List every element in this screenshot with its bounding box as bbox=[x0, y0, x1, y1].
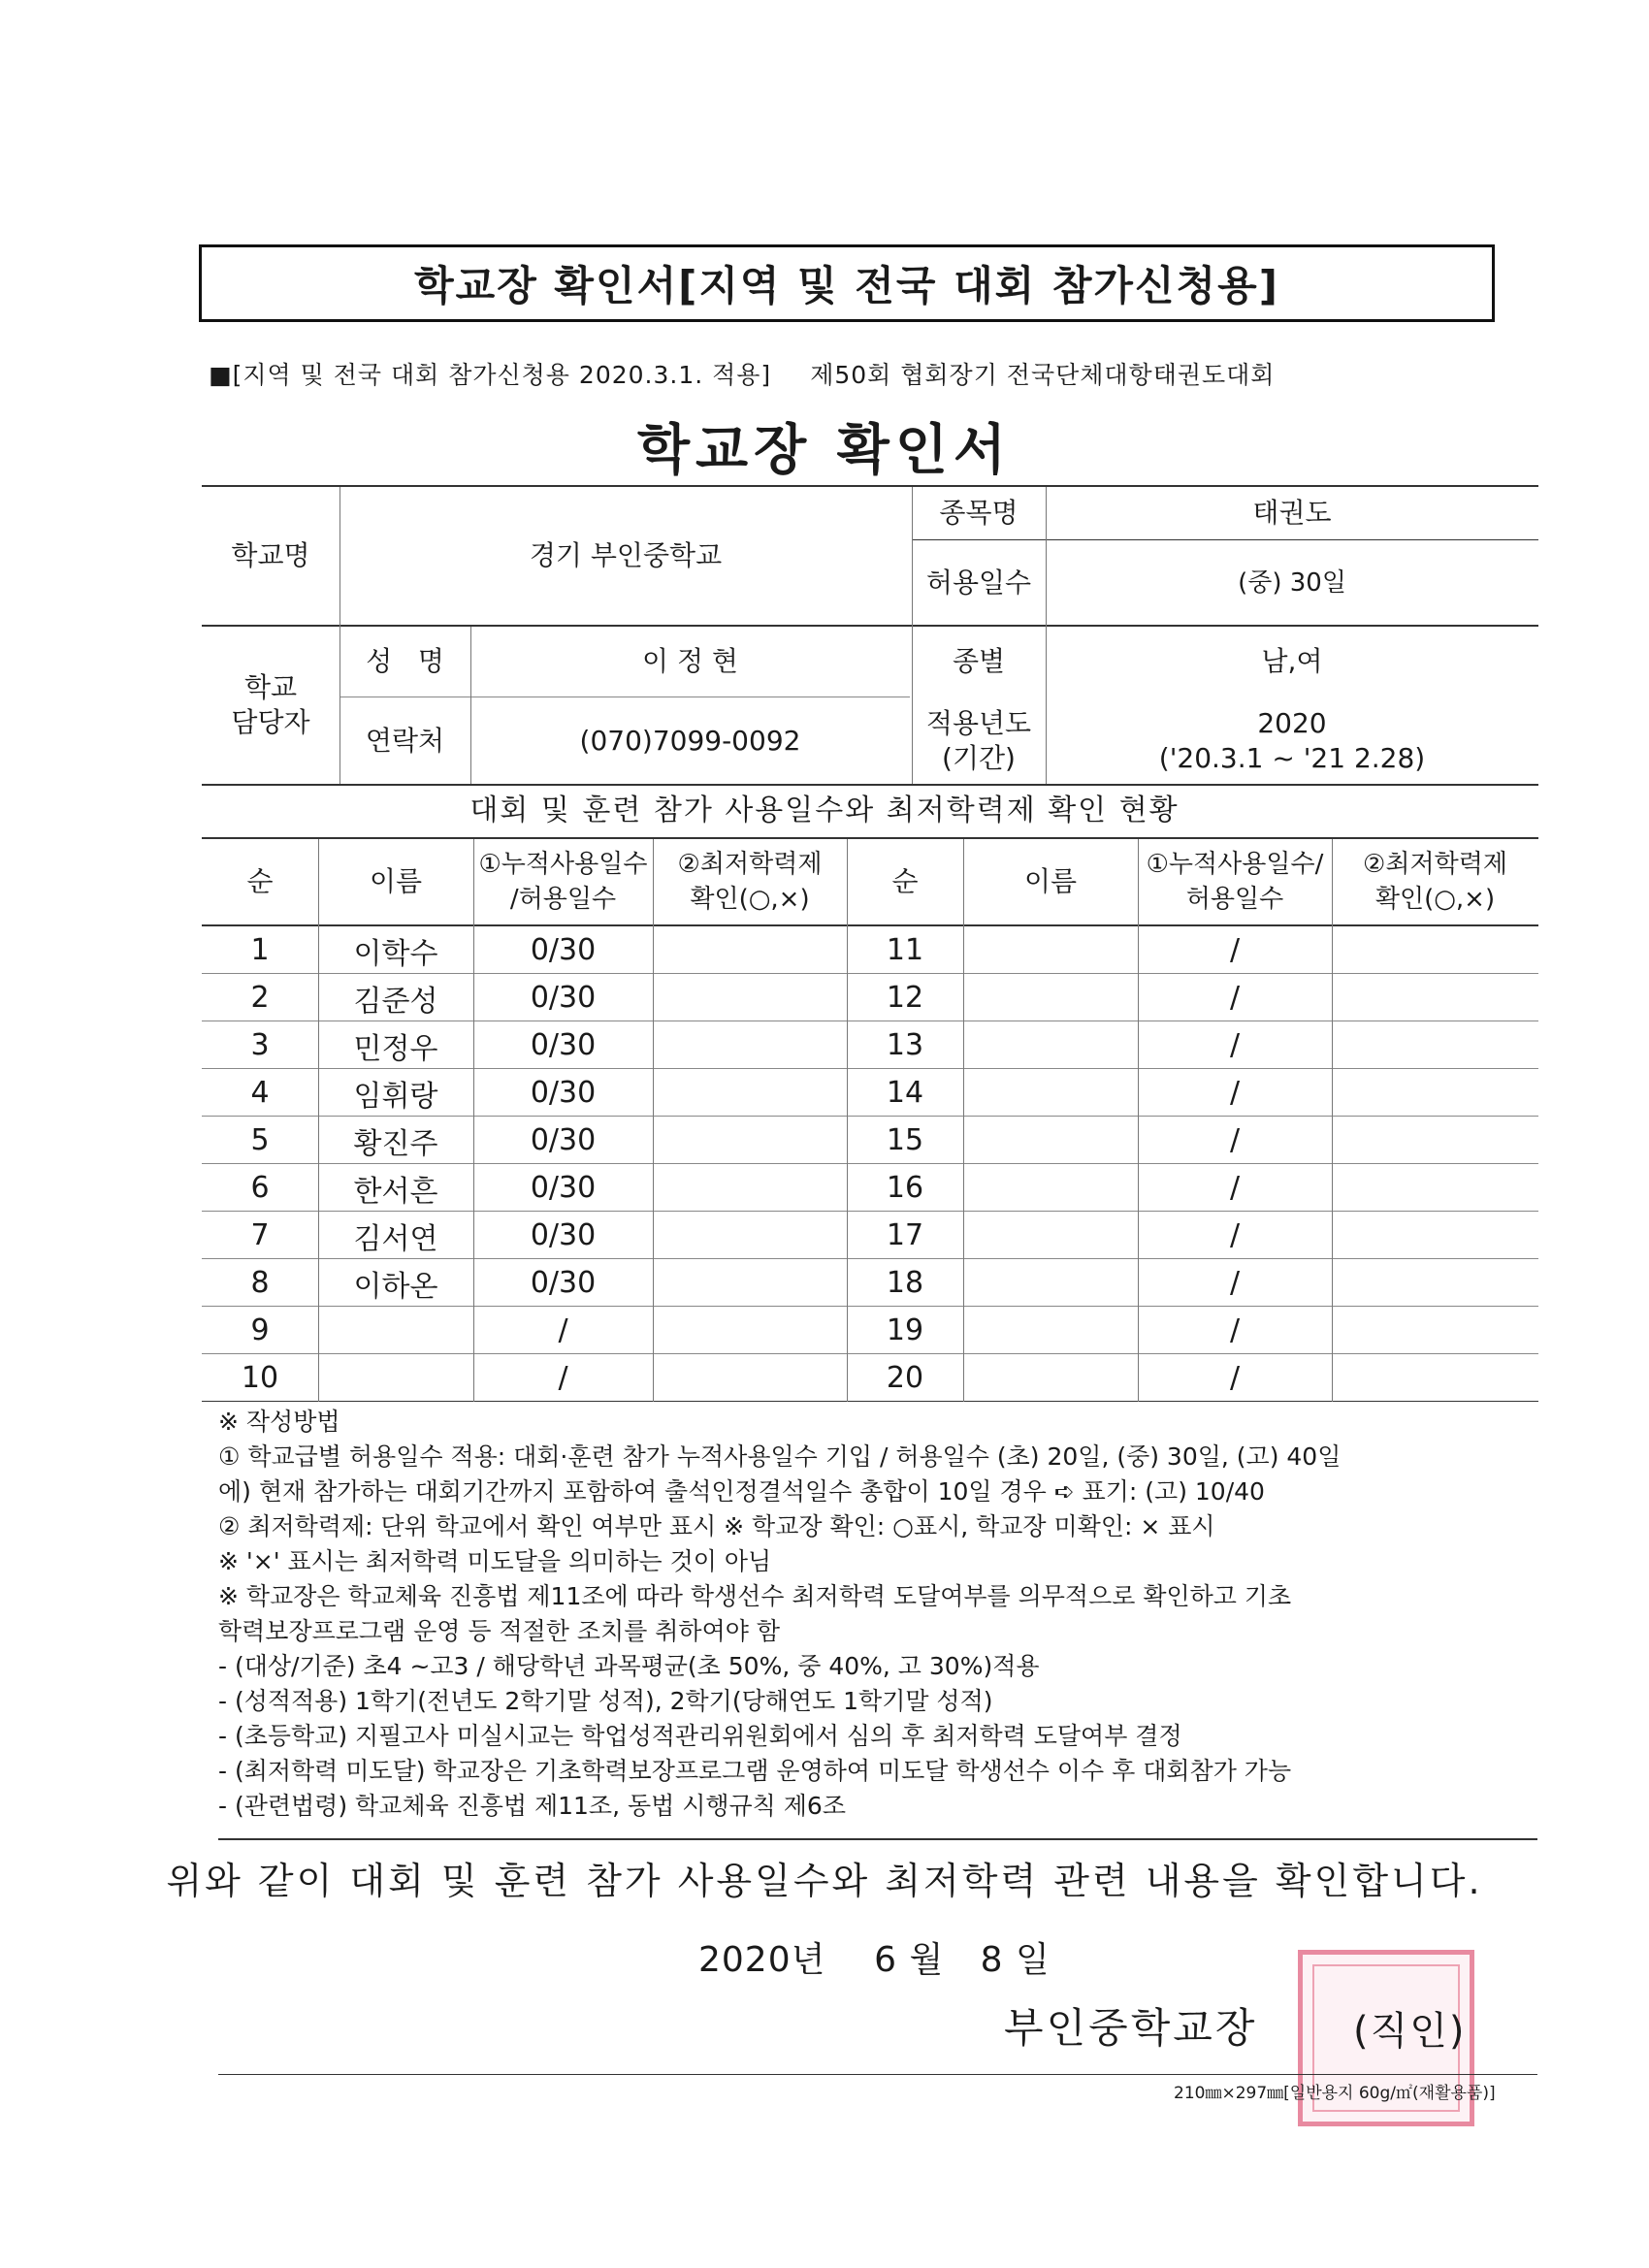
table-cell-days: 0/30 bbox=[530, 1218, 597, 1252]
table-cell-days: / bbox=[1229, 1266, 1241, 1300]
table-cell-days: / bbox=[1229, 1076, 1241, 1110]
header-days-left bbox=[473, 839, 653, 924]
note-line: - (관련법령) 학교체육 진흥법 제11조, 동법 시행규칙 제6조 bbox=[218, 1792, 846, 1820]
table-cell-no: 2 bbox=[250, 981, 270, 1015]
table-cell-name bbox=[963, 1021, 1138, 1069]
table-cell-name: 이학수 bbox=[353, 936, 438, 971]
table-cell-no: 11 bbox=[886, 933, 924, 967]
footer-rule bbox=[218, 2074, 1537, 2075]
table-cell-name bbox=[963, 974, 1138, 1021]
table-cell-check bbox=[653, 1069, 847, 1117]
table-cell-no: 10 bbox=[241, 1361, 279, 1395]
person-name-label: 성 명 bbox=[366, 645, 444, 677]
gender-label: 종별 bbox=[952, 645, 1006, 677]
table-cell-name: 민정우 bbox=[353, 1031, 438, 1066]
year-value bbox=[1046, 697, 1538, 784]
writing-notes bbox=[218, 1405, 1341, 1824]
note-line: - (대상/기준) 초4 ~고3 / 해당학년 과목평균(초 50%, 중 40%, 고 30%)적용 bbox=[218, 1652, 1040, 1680]
table-cell-no: 16 bbox=[886, 1171, 924, 1205]
table-cell-no: 12 bbox=[886, 981, 924, 1015]
header-days-right bbox=[1138, 839, 1332, 924]
note-line: 에) 현재 참가하는 대회기간까지 포함하여 출석인정결석일수 총합이 10일 경우 ➪ 표기: (고) 10/40 bbox=[218, 1477, 1265, 1506]
section-title: 대회 및 훈련 참가 사용일수와 최저학력제 확인 현황 bbox=[469, 794, 1180, 827]
table-cell-check bbox=[1332, 1259, 1538, 1307]
table-column-divider bbox=[473, 839, 474, 1402]
subtitle-line bbox=[209, 356, 1275, 391]
allowed-days-label: 허용일수 bbox=[925, 566, 1032, 599]
table-cell-check bbox=[1332, 1307, 1538, 1354]
table-cell-check bbox=[1332, 1021, 1538, 1069]
table-cell-no: 14 bbox=[886, 1076, 924, 1110]
allowed-days-value: (중) 30일 bbox=[1238, 567, 1346, 598]
table-cell-name: 한서흔 bbox=[353, 1174, 438, 1209]
table-cell-name: 이하온 bbox=[353, 1269, 438, 1304]
table-cell-days: 0/30 bbox=[530, 933, 597, 967]
manager-label-line2: 담당자 bbox=[231, 706, 310, 738]
table-cell-name bbox=[963, 1307, 1138, 1354]
year-label-line2: (기간) bbox=[942, 741, 1016, 774]
note-line: - (최저학력 미도달) 학교장은 기초학력보장프로그램 운영하여 미도달 학생선수 이수 후 대회참가 가능 bbox=[218, 1757, 1292, 1785]
table-cell-check bbox=[653, 1021, 847, 1069]
table-cell-no: 7 bbox=[250, 1218, 270, 1252]
application-tag: ■[지역 및 전국 대회 참가신청용 2020.3.1. 적용] bbox=[209, 361, 772, 389]
table-column-divider bbox=[847, 839, 848, 1402]
note-line: ① 학교급별 허용일수 적용: 대회·훈련 참가 누적사용일수 기입 / 허용일수 (초) 20일, (중) 30일, (고) 40일 bbox=[218, 1442, 1342, 1471]
table-cell-days: / bbox=[1229, 1218, 1241, 1252]
principal-name: 부인중학교장 bbox=[1004, 2004, 1258, 2052]
note-line: - (초등학교) 지필고사 미실시교는 학업성적관리위원회에서 심의 후 최저학력 도달여부 결정 bbox=[218, 1722, 1182, 1750]
table-column-divider bbox=[653, 839, 654, 1402]
table-cell-days: / bbox=[1229, 981, 1241, 1015]
table-cell-name bbox=[963, 1069, 1138, 1117]
header-name-left: 이름 bbox=[369, 865, 423, 897]
notes-bottom-rule bbox=[218, 1838, 1537, 1840]
table-cell-days: / bbox=[558, 1313, 568, 1347]
header-check-left-line2: 확인(○,×) bbox=[690, 885, 810, 914]
table-cell-no: 1 bbox=[250, 933, 270, 967]
note-line: ② 최저학력제: 단위 학교에서 확인 여부만 표시 ※ 학교장 확인: ○표시, 학교장 미확인: × 표시 bbox=[218, 1512, 1215, 1540]
table-cell-no: 20 bbox=[886, 1361, 924, 1395]
table-cell-check bbox=[1332, 1212, 1538, 1259]
header-seq-right: 순 bbox=[891, 865, 919, 897]
table-cell-name bbox=[318, 1307, 473, 1354]
school-name-label: 학교명 bbox=[231, 539, 310, 571]
table-cell-no: 6 bbox=[250, 1171, 270, 1205]
seal-label: (직인) bbox=[1353, 2009, 1467, 2054]
table-cell-check bbox=[1332, 1069, 1538, 1117]
table-cell-check bbox=[1332, 1354, 1538, 1402]
event-value: 태권도 bbox=[1252, 497, 1332, 529]
manager-label-line1: 학교 bbox=[243, 671, 298, 703]
header-check-right bbox=[1332, 839, 1538, 924]
table-cell-check bbox=[1332, 974, 1538, 1021]
table-cell-name bbox=[963, 1212, 1138, 1259]
document-title: 학교장 확인서[지역 및 전국 대회 참가신청용] bbox=[199, 244, 1495, 322]
table-cell-check bbox=[653, 1307, 847, 1354]
table-cell-days: / bbox=[1229, 1171, 1241, 1205]
table-cell-check bbox=[1332, 926, 1538, 974]
table-cell-check bbox=[653, 1354, 847, 1402]
table-column-divider bbox=[1138, 839, 1139, 1402]
header-check-left-line1: ②최저학력제 bbox=[677, 850, 823, 879]
table-cell-name bbox=[963, 926, 1138, 974]
table-cell-no: 17 bbox=[886, 1218, 924, 1252]
table-cell-no: 3 bbox=[250, 1028, 270, 1062]
table-cell-check bbox=[1332, 1117, 1538, 1164]
confirmation-statement: 위와 같이 대회 및 훈련 참가 사용일수와 최저학력 관련 내용을 확인합니다. bbox=[166, 1860, 1483, 1902]
table-cell-name: 황진주 bbox=[353, 1126, 438, 1161]
table-cell-check bbox=[1332, 1164, 1538, 1212]
table-cell-name bbox=[963, 1259, 1138, 1307]
table-cell-days: / bbox=[1229, 1123, 1241, 1157]
table-cell-days: / bbox=[1229, 1313, 1241, 1347]
year-label bbox=[912, 697, 1046, 784]
table-cell-name: 임휘랑 bbox=[353, 1079, 438, 1114]
school-name-value: 경기 부인중학교 bbox=[529, 539, 723, 571]
gender-value: 남,여 bbox=[1261, 645, 1323, 677]
table-cell-name bbox=[318, 1354, 473, 1402]
note-line: ※ 학교장은 학교체육 진흥법 제11조에 따라 학생선수 최저학력 도달여부를 의무적으로 확인하고 기초 bbox=[218, 1582, 1292, 1610]
header-seq-left: 순 bbox=[246, 865, 274, 897]
table-cell-no: 15 bbox=[886, 1123, 924, 1157]
table-cell-no: 13 bbox=[886, 1028, 924, 1062]
table-cell-days: 0/30 bbox=[530, 981, 597, 1015]
note-line: ※ 작성방법 bbox=[218, 1408, 340, 1436]
table-cell-check bbox=[653, 974, 847, 1021]
table-cell-name bbox=[963, 1354, 1138, 1402]
table-cell-no: 8 bbox=[250, 1266, 270, 1300]
main-title: 학교장 확인서 bbox=[636, 419, 1013, 482]
table-column-divider bbox=[318, 839, 319, 1402]
table-cell-no: 5 bbox=[250, 1123, 270, 1157]
header-check-right-line1: ②최저학력제 bbox=[1363, 850, 1507, 879]
year-value-line: 2020 bbox=[1257, 706, 1327, 739]
table-cell-check bbox=[653, 1259, 847, 1307]
table-column-divider bbox=[963, 839, 964, 1402]
table-row-rule bbox=[202, 1401, 1538, 1402]
table-cell-days: / bbox=[558, 1361, 568, 1395]
contact-value: (070)7099-0092 bbox=[579, 724, 801, 757]
table-cell-name: 김서연 bbox=[353, 1221, 438, 1256]
header-check-right-line2: 확인(○,×) bbox=[1374, 885, 1496, 914]
table-cell-no: 9 bbox=[250, 1313, 270, 1347]
table-cell-days: 0/30 bbox=[530, 1028, 597, 1062]
person-name-value: 이 정 현 bbox=[642, 645, 738, 677]
table-cell-days: 0/30 bbox=[530, 1123, 597, 1157]
table-cell-days: 0/30 bbox=[530, 1076, 597, 1110]
header-name-right: 이름 bbox=[1023, 865, 1078, 897]
period-value: ('20.3.1 ~ '21 2.28) bbox=[1158, 741, 1426, 774]
table-cell-name: 김준성 bbox=[353, 984, 438, 1019]
table-cell-name bbox=[963, 1164, 1138, 1212]
contact-label: 연락처 bbox=[365, 724, 445, 757]
header-check-left bbox=[653, 839, 847, 924]
note-line: - (성적적용) 1학기(전년도 2학기말 성적), 2학기(당해연도 1학기말 성적) bbox=[218, 1687, 993, 1715]
table-cell-no: 19 bbox=[886, 1313, 924, 1347]
year-label-line1: 적용년도 bbox=[925, 706, 1032, 739]
header-days-right-line1: ①누적사용일수/ bbox=[1146, 850, 1324, 879]
table-cell-days: 0/30 bbox=[530, 1171, 597, 1205]
table-cell-check bbox=[653, 1117, 847, 1164]
note-line: 학력보장프로그램 운영 등 적절한 조치를 취하여야 함 bbox=[218, 1617, 780, 1645]
table-cell-name bbox=[963, 1117, 1138, 1164]
table-cell-no: 4 bbox=[250, 1076, 270, 1110]
table-cell-days: / bbox=[1229, 1361, 1241, 1395]
table-cell-check bbox=[653, 926, 847, 974]
header-days-left-line2: /허용일수 bbox=[509, 885, 617, 914]
table-cell-days: / bbox=[1229, 1028, 1241, 1062]
table-cell-days: 0/30 bbox=[530, 1266, 597, 1300]
event-name: 제50회 협회장기 전국단체대항태권도대회 bbox=[810, 361, 1276, 389]
table-cell-no: 18 bbox=[886, 1266, 924, 1300]
table-cell-check bbox=[653, 1164, 847, 1212]
table-cell-days: / bbox=[1229, 933, 1241, 967]
table-column-divider bbox=[1332, 839, 1333, 1402]
paper-spec-note: 210㎜×297㎜[일반용지 60g/㎡(재활용품)] bbox=[1174, 2084, 1496, 2103]
issue-date: 2020년 6 월 8 일 bbox=[698, 1940, 1051, 1980]
header-days-right-line2: 허용일수 bbox=[1185, 885, 1284, 914]
manager-label bbox=[202, 627, 340, 784]
event-label: 종목명 bbox=[939, 497, 1018, 529]
header-days-left-line1: ①누적사용일수 bbox=[478, 850, 648, 879]
table-cell-check bbox=[653, 1212, 847, 1259]
note-line: ※ '×' 표시는 최저학력 미도달을 의미하는 것이 아님 bbox=[218, 1547, 772, 1575]
